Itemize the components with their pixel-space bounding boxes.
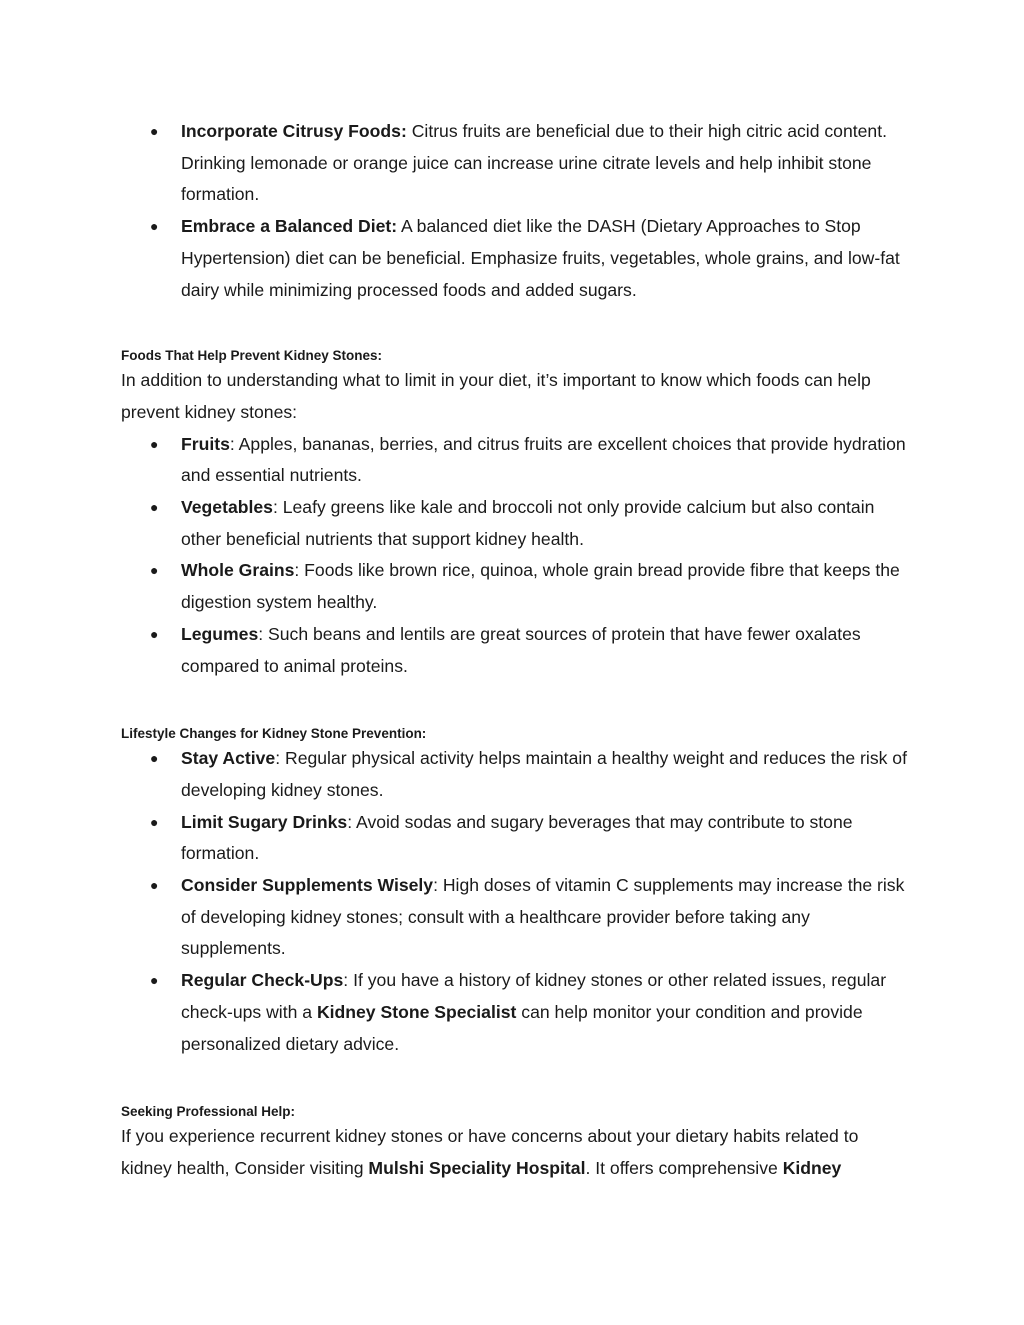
list-item-term: Limit Sugary Drinks	[181, 811, 348, 832]
list-item-text: can help monitor your condition and provide personalized dietary advice.	[181, 1001, 863, 1054]
list-item-term: Incorporate Citrusy Foods:	[181, 121, 407, 141]
bullet-icon: ●	[150, 972, 159, 989]
bullet-icon: ●	[150, 435, 159, 452]
bullet-icon: ●	[150, 625, 159, 642]
section-heading-lifestyle: Lifestyle Changes for Kidney Stone Prevention:	[121, 726, 427, 742]
list-item-text: Citrus fruits are beneficial due to their high citric acid content. Drinking lemonade or orange juice can increase urine citrate levels and help inhibit stone formation.	[181, 121, 887, 205]
list-item	[121, 211, 911, 306]
list-item-term: Stay Active	[181, 748, 276, 769]
intro-bullet-list	[121, 116, 911, 306]
specialist-highlight: Kidney Stone Specialist	[316, 1001, 517, 1022]
list-item-text: : Such beans and lentils are great sources of protein that have fewer oxalates compared to animal proteins.	[181, 623, 861, 676]
list-item	[121, 492, 911, 555]
list-item	[121, 116, 911, 211]
bullet-icon: ●	[150, 562, 159, 579]
trailing-bold-text: Kidney	[782, 1157, 842, 1178]
hospital-name: Mulshi Speciality Hospital	[368, 1157, 586, 1178]
bullet-icon: ●	[150, 218, 159, 235]
list-item-term: Consider Supplements Wisely	[181, 875, 434, 896]
list-item-text: : Leafy greens like kale and broccoli not only provide calcium but also contain other beneficial nutrients that support kidney health.	[181, 497, 875, 549]
list-item-text: : Foods like brown rice, quinoa, whole grain bread provide fibre that keeps the digestion system healthy.	[181, 560, 900, 613]
list-item-text: A balanced diet like the DASH (Dietary Approaches to Stop Hypertension) diet can be beneficial. Emphasize fruits, vegetables, whole grains, and low-fat dairy while minimizing processed foods and added sugars.	[181, 216, 900, 300]
list-item	[121, 965, 911, 1060]
list-item-term: Whole Grains	[181, 560, 295, 581]
list-item	[121, 429, 911, 492]
list-item-text: : Avoid sodas and sugary beverages that may contribute to stone formation.	[181, 811, 853, 864]
foods-intro-paragraph: In addition to understanding what to limit in your diet, it’s important to know which foods can help prevent kidney stones:	[121, 370, 871, 422]
paragraph-text: . It offers comprehensive	[585, 1157, 783, 1178]
bullet-icon: ●	[150, 813, 159, 830]
list-item-term: Legumes	[181, 623, 259, 644]
list-item-term: Regular Check-Ups	[181, 970, 344, 991]
paragraph-text: If you experience recurrent kidney stones or have concerns about your dietary habits related to kidney health, Consider visiting	[121, 1126, 859, 1178]
foods-bullet-list	[121, 429, 911, 683]
list-item	[121, 555, 911, 618]
list-item	[121, 870, 911, 965]
list-item	[121, 807, 911, 870]
list-item	[121, 743, 911, 806]
section-heading-foods: Foods That Help Prevent Kidney Stones:	[121, 348, 383, 364]
section-heading-professional-help: Seeking Professional Help:	[121, 1104, 296, 1120]
list-item	[121, 619, 911, 682]
list-item-text: : High doses of vitamin C supplements may increase the risk of developing kidney stones; consult with a healthcare provider before taking any supplements.	[181, 875, 905, 959]
lifestyle-bullet-list	[121, 743, 911, 1060]
list-item-text: : If you have a history of kidney stones or other related issues, regular check-ups with a	[181, 970, 887, 1022]
bullet-icon: ●	[150, 499, 159, 516]
bullet-icon: ●	[150, 877, 159, 894]
bullet-icon: ●	[150, 123, 159, 139]
professional-help-paragraph	[121, 1121, 911, 1184]
list-item-term: Fruits	[181, 433, 230, 454]
list-item-term: Vegetables	[181, 497, 273, 518]
list-item-term: Embrace a Balanced Diet:	[181, 216, 398, 237]
list-item-text: : Regular physical activity helps maintain a healthy weight and reduces the risk of developing kidney stones.	[181, 748, 907, 800]
bullet-icon: ●	[150, 750, 159, 767]
list-item-text: : Apples, bananas, berries, and citrus fruits are excellent choices that provide hydration and essential nutrients.	[181, 433, 906, 486]
document-page	[121, 116, 911, 1185]
